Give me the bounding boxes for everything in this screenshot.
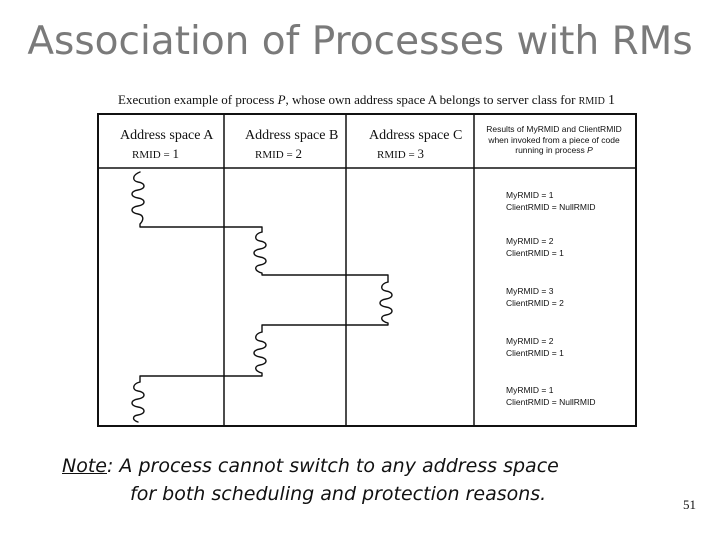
result-client-rmid: ClientRMID = 1 <box>506 348 564 358</box>
rmid-label: RMID = <box>377 149 415 161</box>
result-my-rmid: MyRMID = 3 <box>506 286 554 296</box>
thread-segment-a1 <box>132 172 262 232</box>
rmid-value: 1 <box>172 146 179 161</box>
thread-segment-a2 <box>132 382 144 422</box>
result-entry-3 <box>506 285 564 309</box>
page-number: 51 <box>683 497 696 512</box>
rmid-label: RMID = <box>255 149 293 161</box>
result-entry-1 <box>506 189 596 213</box>
result-my-rmid: MyRMID = 1 <box>506 190 554 200</box>
rmid-value: 2 <box>295 146 302 161</box>
result-client-rmid: ClientRMID = NullRMID <box>506 397 596 407</box>
column-header-b <box>245 128 338 162</box>
results-header-line2: when invoked from a piece of code <box>488 134 620 145</box>
column-name: Address space C <box>369 128 463 143</box>
results-header <box>474 124 634 156</box>
result-my-rmid: MyRMID = 1 <box>506 385 554 395</box>
column-name: Address space B <box>245 128 339 143</box>
result-client-rmid: ClientRMID = 2 <box>506 298 564 308</box>
column-header-a <box>120 128 213 162</box>
result-entry-5 <box>506 384 596 408</box>
caption-process: P <box>277 92 286 107</box>
caption-prefix: Execution example of process <box>118 92 278 107</box>
rmid-label: RMID = <box>132 149 170 161</box>
note <box>62 452 559 508</box>
column-rmid <box>369 146 462 162</box>
caption-rmid-value: 1 <box>608 93 616 108</box>
note-line1: : A process cannot switch to any address space <box>106 455 559 477</box>
result-client-rmid: ClientRMID = 1 <box>506 248 564 258</box>
column-rmid <box>120 146 213 162</box>
result-entry-2 <box>506 235 564 259</box>
slide-title: Association of Processes with RMs <box>27 19 693 64</box>
result-entry-4 <box>506 335 564 359</box>
result-client-rmid: ClientRMID = NullRMID <box>506 202 596 212</box>
result-my-rmid: MyRMID = 2 <box>506 336 554 346</box>
results-header-line1: Results of MyRMID and ClientRMID <box>486 124 622 134</box>
rmid-value: 3 <box>417 146 424 161</box>
column-rmid <box>245 146 338 162</box>
thread-segment-c1 <box>262 282 392 332</box>
results-header-process: P <box>587 145 593 155</box>
caption-middle: , whose own address space A belongs to server class for <box>285 92 579 107</box>
results-header-line3-prefix: running in process <box>515 145 588 155</box>
thread-segment-b2 <box>140 332 266 382</box>
execution-thread <box>132 172 392 422</box>
note-line2: for both scheduling and protection reasons. <box>130 483 547 505</box>
note-label: Note <box>62 455 107 477</box>
results-header-line3 <box>474 145 634 156</box>
result-my-rmid: MyRMID = 2 <box>506 236 554 246</box>
column-header-c <box>369 128 462 162</box>
caption-rmid-word: RMID <box>578 96 605 107</box>
thread-segment-b1 <box>254 232 388 282</box>
column-name: Address space A <box>120 128 214 143</box>
